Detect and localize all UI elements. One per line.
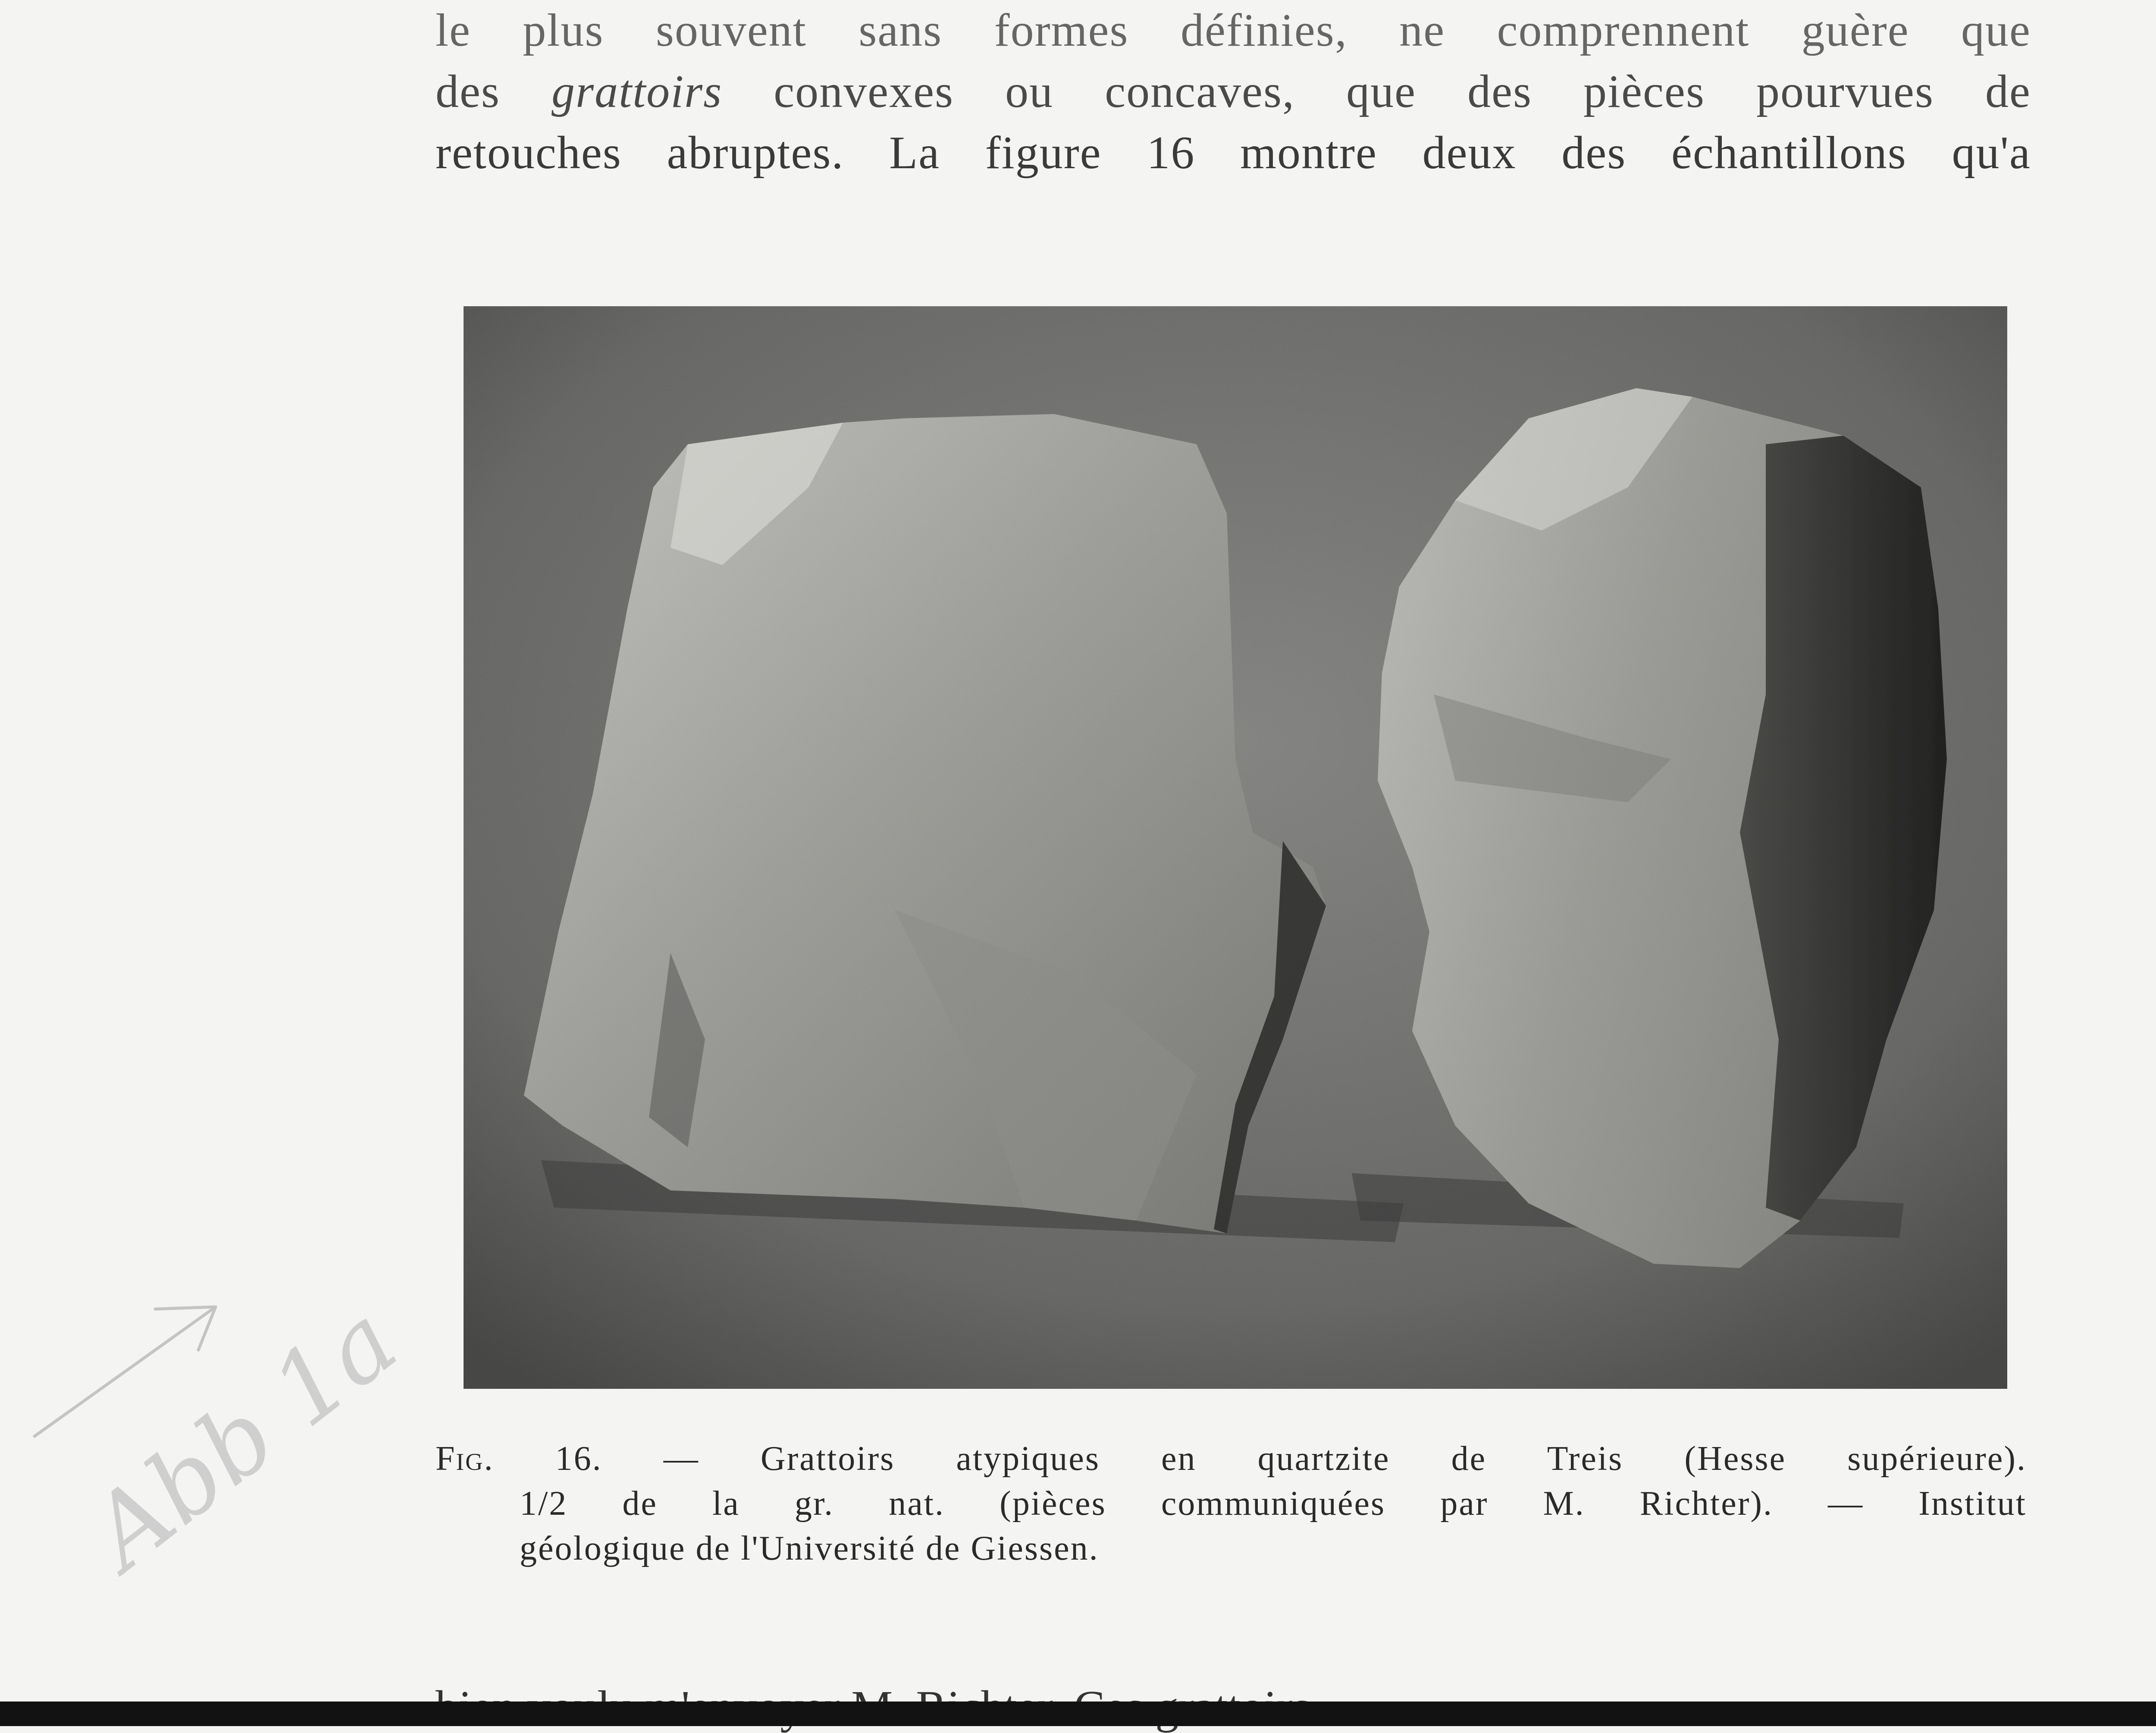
handwritten-note: Abb 1a — [69, 1283, 418, 1591]
pencil-annotation — [26, 1283, 418, 1591]
figure-16-photo — [464, 306, 2007, 1389]
caption-text-1: — Grattoirs atypiques en quartzite de Treis (Hesse supérieure). — [602, 1440, 2027, 1478]
body-text-top — [436, 0, 2031, 184]
figure-label: Fig. 16. — [436, 1440, 602, 1478]
body-line-1: le plus souvent sans formes définies, ne comprennent guère que — [436, 5, 2031, 56]
caption-line-3: géologique de l'Université de Giessen. — [520, 1529, 1099, 1567]
cut-off-body-line — [436, 1684, 2031, 1702]
body-line-3: retouches abruptes. La figure 16 montre deux des échantillons qu'a — [436, 127, 2031, 179]
body-line-2 — [436, 61, 2031, 122]
scan-bottom-edge — [0, 1702, 2156, 1726]
body-line-2-end: convexes ou concaves, que des pièces pourvues de — [774, 66, 2031, 117]
body-line-2-start: des — [436, 66, 500, 117]
figure-16-photo-frame — [464, 306, 2007, 1389]
caption-line-2: 1/2 de la gr. nat. (pièces communiquées par M. Richter). — Institut — [520, 1485, 2027, 1523]
caption-line-1 — [436, 1436, 2027, 1481]
left-stone — [524, 414, 1326, 1234]
figure-caption — [436, 1436, 2027, 1571]
body-line-2-italic: grattoirs — [552, 66, 723, 117]
